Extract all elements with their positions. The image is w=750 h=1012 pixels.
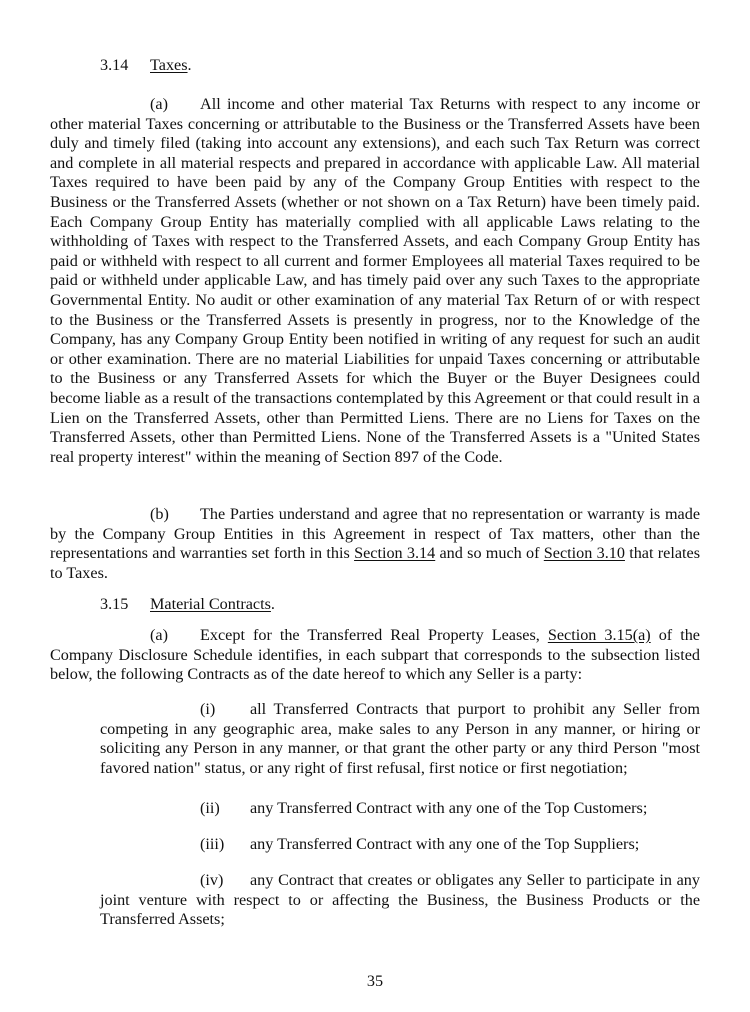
section-3-10-link[interactable]: Section 3.10 — [543, 544, 625, 563]
section-heading-3-14: 3.14 Taxes. — [100, 56, 192, 74]
section-3-14-link[interactable]: Section 3.14 — [354, 544, 436, 563]
list-item-label: (i) — [200, 700, 216, 718]
paragraph-text: All income and other material Tax Returns with respect to any income or other material Taxes concerning or attributable to the Business or the Transferred Assets have been duly and timely filed (taking into account any extensions), and each such Tax Return was correct and complete in all material respects and prepared in accordance with applicable Law. All material Taxes required to have been paid by any of the Company Group Entities with respect to the Business or the Transferred Assets (whether or not shown on a Tax Return) have been timely paid. Each Company Group Entity has materially complied with all applicable Laws relating to the withholding of Taxes with respect to the Transferred Assets, and each Company Group Entity has paid or withheld with respect to all current and former Employees all material Taxes required to be paid or withheld under applicable Law, and has timely paid over any such Taxes to the appropriate Governmental Entity. No audit or other examination of any material Tax Return of or with respect to the Business or the Transferred Assets is presently in progress, nor to the Knowledge of the Company, has any Company Group Entity been notified in writing of any request for such an audit or other examination. There are no material Liabilities for unpaid Taxes concerning or attributable to the Business or any Transferred Assets for which the Buyer or the Buyer Designees could become liable as a result of the transactions contemplated by this Agreement or that could result in a Lien on the Transferred Assets, other than Permitted Liens. There are no Liens for Taxes on the Transferred Assets, other than Permitted Liens. None of the Transferred Assets is a "United States real property interest" within the meaning of Section 897 of the Code. — [50, 95, 700, 466]
list-item-label: (iii) — [200, 835, 225, 853]
paragraph-label: (a) — [150, 95, 168, 113]
list-item-ii — [200, 799, 647, 819]
list-item-text: any Transferred Contract with any one of the Top Suppliers; — [250, 835, 640, 853]
section-number: 3.14 — [100, 56, 129, 74]
section-title: Taxes — [150, 56, 188, 74]
page-number: 35 — [366, 972, 384, 990]
paragraph-3-14-b: (b) The Parties understand and agree that no representation or warranty is made by the Company Group Entities in this Agreement in respect of Tax matters, other than the representations and warranties set forth in this Section 3.14 and so much of Section 3.10 that relates to Taxes. — [50, 505, 701, 582]
list-item-text: any Transferred Contract with any one of the Top Customers; — [250, 799, 648, 817]
list-item-label: (iv) — [200, 871, 224, 889]
list-item-label: (ii) — [200, 799, 220, 817]
list-item-text: all Transferred Contracts that purport to prohibit any Seller from competing in any geographic area, make sales to any Person in any manner, or hiring or soliciting any Person in any manner, or that grant the other party or any third Person "most favored nation" status, or any right of first refusal, first notice or first negotiation; — [100, 700, 700, 777]
section-title: Material Contracts — [150, 595, 271, 613]
paragraph-label: (a) — [150, 626, 168, 644]
list-item-iv — [100, 871, 700, 930]
section-3-15a-link[interactable]: Section 3.15(a) — [547, 626, 651, 644]
list-item-i — [100, 700, 700, 778]
section-heading-3-15: 3.15 Material Contracts. — [100, 595, 275, 613]
paragraph-3-15-a: (a) Except for the Transferred Real Property Leases, Section 3.15(a) of the Company Disclosure Schedule identifies, in each subpart that corresponds to the subsection listed below, the following Contracts as of the date hereof to which any Seller is a party: — [50, 626, 700, 684]
list-item-iii — [200, 835, 639, 855]
section-number: 3.15 — [100, 595, 129, 613]
list-item-text: any Contract that creates or obligates any Seller to participate in any joint venture with respect to or affecting the Business, the Business Products or the Transferred Assets; — [100, 871, 700, 929]
paragraph-3-14-a — [50, 95, 700, 467]
paragraph-label: (b) — [150, 505, 169, 523]
